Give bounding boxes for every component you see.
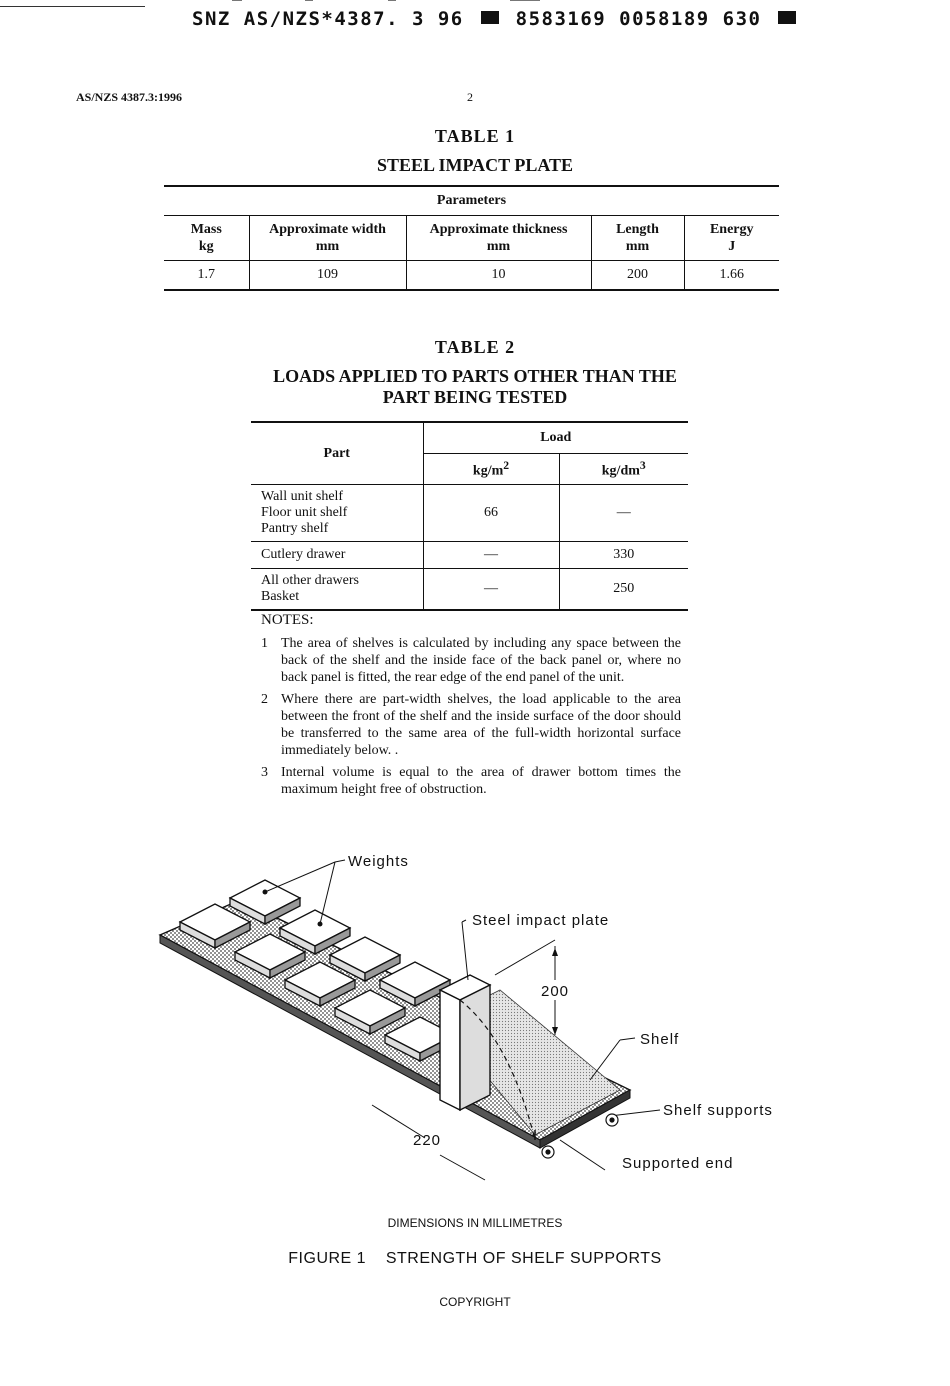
scan-edge-line	[0, 6, 145, 7]
label-shelf: Shelf	[640, 1031, 680, 1048]
table2-number: TABLE 2	[434, 337, 516, 357]
scan-edge-dash	[388, 0, 396, 1]
note-text: The area of shelves is calculated by including any space between the back of the shelf and the inside face of the back panel or, where no back panel is fitted, the rear edge of the end panel of the unit.	[281, 636, 681, 685]
part-cell: Cutlery drawer	[251, 542, 423, 569]
column-header: Mass kg	[164, 216, 249, 261]
table-cell: —	[559, 485, 688, 542]
table-cell: 66	[423, 485, 559, 542]
table-row	[251, 569, 688, 611]
table-cell: —	[423, 542, 559, 569]
column-header: Length mm	[591, 216, 684, 261]
table-cell: —	[423, 569, 559, 611]
page-number: 2	[467, 90, 473, 104]
table2-title-line1: LOADS APPLIED TO PARTS OTHER THAN THE	[273, 366, 677, 386]
column-header: Energy J	[684, 216, 779, 261]
table-cell: 1.66	[719, 267, 744, 282]
notes-heading: NOTES:	[261, 612, 314, 628]
part-header: Part	[251, 422, 423, 485]
unit-header-area: $kg/m^2$	[423, 454, 559, 485]
note-item	[261, 691, 681, 759]
table1-number: TABLE 1	[434, 126, 516, 146]
unit-header-volume: $kg/dm^3$	[559, 454, 688, 485]
label-supported-end: Supported end	[622, 1155, 734, 1172]
note-number: 3	[261, 765, 268, 780]
load-header: Load	[423, 422, 688, 454]
control-code-prefix: SNZ AS/NZS*4387. 3 96	[192, 8, 464, 30]
table-cell: 250	[613, 581, 635, 596]
figure-number: FIGURE 1	[288, 1250, 367, 1267]
table-row	[251, 485, 688, 542]
table1-group-header: Parameters	[164, 186, 779, 216]
block-mark	[481, 11, 499, 24]
table-row	[251, 542, 688, 569]
table-cell: 109	[249, 261, 406, 291]
note-text: Where there are part-width shelves, the load applicable to the area between the front of the shelf and the inside surface of the door should be transferred to the same area of the full-width horizontal surface immediately below. .	[281, 692, 681, 758]
loads-table	[251, 421, 688, 611]
note-number: 2	[261, 692, 268, 707]
figure-title: STRENGTH OF SHELF SUPPORTS	[385, 1250, 662, 1267]
control-code-mid: 8583169 0058189 630	[515, 8, 762, 30]
column-header: Approximate thickness mm	[406, 216, 591, 261]
note-text: Internal volume is equal to the area of drawer bottom times the maximum height free of obstruction.	[281, 765, 681, 797]
label-weights: Weights	[348, 853, 409, 870]
note-item	[261, 764, 681, 798]
steel-impact-plate	[440, 975, 490, 1110]
copyright-notice: COPYRIGHT	[439, 1295, 511, 1309]
scan-edge-dash	[305, 0, 313, 1]
label-shelf-supports: Shelf supports	[663, 1102, 773, 1119]
note-item	[261, 635, 681, 686]
dimensions-note: DIMENSIONS IN MILLIMETRES	[387, 1216, 563, 1230]
label-steel-impact-plate: Steel impact plate	[472, 912, 610, 929]
block-mark	[778, 11, 796, 24]
table-cell: 200	[591, 261, 684, 291]
table2-title-line2: PART BEING TESTED	[382, 387, 568, 407]
document-control-code	[192, 8, 800, 30]
part-cell: All other drawers Basket	[251, 569, 423, 611]
table-row	[164, 261, 779, 291]
table-cell: 10	[406, 261, 591, 291]
table2-notes	[261, 612, 681, 803]
note-number: 1	[261, 636, 268, 651]
table1-title: STEEL IMPACT PLATE	[376, 155, 574, 175]
shelf-strength-figure	[150, 840, 800, 1200]
part-cell: Wall unit shelf Floor unit shelf Pantry shelf	[251, 485, 423, 542]
scan-edge-dash	[232, 0, 242, 1]
table-cell: 330	[559, 542, 688, 569]
scan-edge-dash	[510, 0, 540, 1]
table2-title	[0, 366, 950, 408]
label-drop-height: 200	[541, 983, 570, 1000]
label-width-dimension: 220	[413, 1132, 442, 1149]
figure-caption	[0, 1250, 950, 1268]
steel-impact-plate-table	[164, 185, 779, 291]
column-header: Approximate width mm	[249, 216, 406, 261]
table-cell: 1.7	[164, 261, 249, 291]
standard-reference: AS/NZS 4387.3:1996	[76, 90, 183, 104]
